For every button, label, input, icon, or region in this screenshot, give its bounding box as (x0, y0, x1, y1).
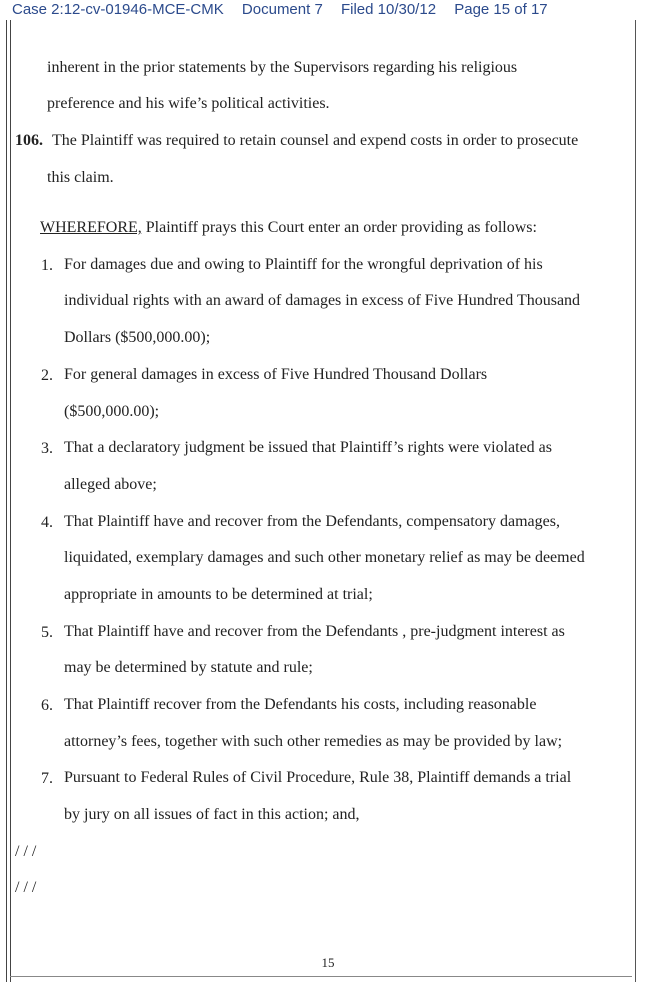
item-3-line-1: That a declaratory judgment be issued that Plaintiff’s rights were violated as (64, 439, 553, 456)
continued-line-1: inherent in the prior statements by the Supervisors regarding his religious (47, 59, 518, 76)
item-4-line-3: appropriate in amounts to be determined at trial; (64, 586, 373, 603)
wherefore-clause (40, 218, 537, 238)
page-indicator: Page 15 of 17 (454, 1, 548, 18)
item-5-line-1: That Plaintiff have and recover from the Defendants , pre-judgment interest as (64, 623, 565, 640)
item-7-line-2: by jury on all issues of fact in this action; and, (64, 806, 360, 823)
item-6-line-2: attorney’s fees, together with such other remedies as may be provided by law; (64, 733, 563, 750)
paragraph-106-line-1: The Plaintiff was required to retain counsel and expend costs in order to prosecute (52, 132, 579, 149)
item-1-line-2: individual rights with an award of damages in excess of Five Hundred Thousand (64, 292, 581, 309)
right-margin-line (635, 20, 636, 982)
item-4-line-1: That Plaintiff have and recover from the Defendants, compensatory damages, (64, 513, 560, 530)
item-3-number: 3. (41, 440, 53, 457)
paragraph-106-line-2: this claim. (47, 169, 114, 186)
item-4-line-2: liquidated, exemplary damages and such other monetary relief as may be deemed (64, 549, 585, 566)
page-number: 15 (321, 955, 335, 970)
document-number: Document 7 (241, 1, 323, 18)
item-2-line-2: ($500,000.00); (64, 403, 160, 420)
continuation-slashes-1: / / / (15, 843, 37, 860)
document-header (12, 0, 562, 20)
item-5-line-2: may be determined by statute and rule; (64, 659, 313, 676)
left-margin-line-inner (10, 20, 11, 982)
left-margin-line (6, 20, 7, 982)
wherefore-word: WHEREFORE, (40, 219, 142, 236)
item-3-line-2: alleged above; (64, 476, 157, 493)
item-1-line-3: Dollars ($500,000.00); (64, 329, 211, 346)
continued-line-2: preference and his wife’s political activities. (47, 95, 330, 112)
item-7-line-1: Pursuant to Federal Rules of Civil Procedure, Rule 38, Plaintiff demands a trial (64, 769, 572, 786)
paragraph-106-number: 106. (15, 132, 43, 149)
item-4-number: 4. (41, 514, 53, 531)
item-2-line-1: For general damages in excess of Five Hundred Thousand Dollars (64, 366, 488, 383)
item-1-number: 1. (41, 257, 53, 274)
filed-date: Filed 10/30/12 (340, 1, 437, 18)
item-6-line-1: That Plaintiff recover from the Defendants his costs, including reasonable (64, 696, 537, 713)
continuation-slashes-2: / / / (15, 879, 37, 896)
item-5-number: 5. (41, 624, 53, 641)
item-7-number: 7. (41, 770, 53, 787)
item-1-line-1: For damages due and owing to Plaintiff for the wrongful deprivation of his (64, 256, 543, 273)
wherefore-text: Plaintiff prays this Court enter an order providing as follows: (141, 219, 537, 236)
case-number: Case 2:12-cv-01946-MCE-CMK (12, 1, 224, 18)
item-6-number: 6. (41, 697, 53, 714)
footer-rule (10, 976, 632, 977)
item-2-number: 2. (41, 367, 53, 384)
